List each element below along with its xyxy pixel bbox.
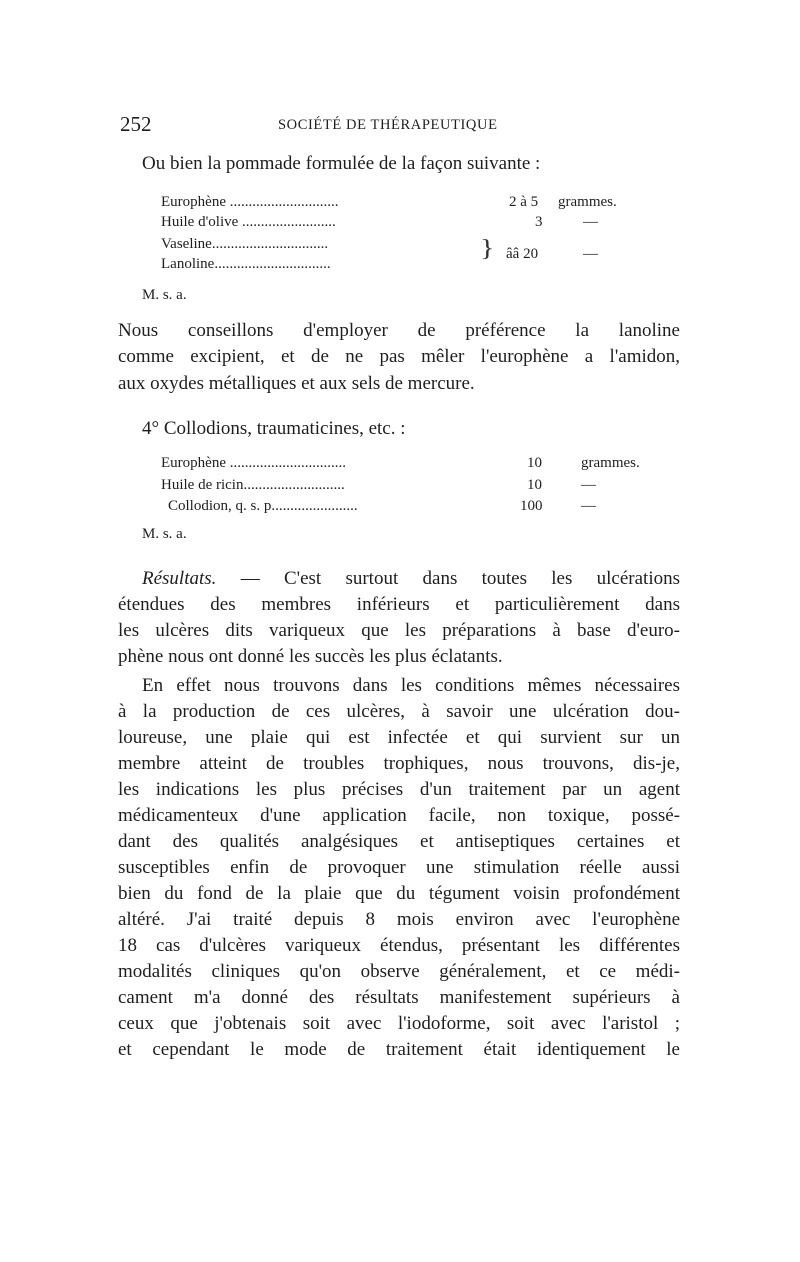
paragraph-line: et cependant le mode de traitement était identiquement le (118, 1039, 680, 1060)
paragraph-line: phène nous ont donné les succès les plus éclatants. (118, 646, 503, 667)
brace-symbol: } (480, 235, 495, 262)
formula-2-row: Collodion, q. s. p....................... 100 — (168, 498, 596, 514)
paragraph-line: membre atteint de troubles trophiques, nous trouvons, dis-je, (118, 753, 680, 774)
page-header (118, 112, 680, 142)
paragraph-line: loureuse, une plaie qui est infectée et qui survient sur un (118, 727, 680, 748)
section-heading: 4° Collodions, traumaticines, etc. : (142, 418, 406, 439)
formula-1-row: Europhène ............................. 2 à 5 grammes. (161, 194, 617, 210)
formula-2-row: Huile de ricin........................... 10 — (161, 477, 596, 493)
paragraph-line: Résultats. — C'est surtout dans toutes les ulcérations (142, 568, 681, 589)
paragraph-line: les ulcères dits variqueux que les préparations à base d'euro- (118, 620, 680, 641)
shared-unit: — (583, 246, 598, 262)
paragraph-line: à la production de ces ulcères, à savoir une ulcération dou- (118, 701, 680, 722)
formula-1-row: Lanoline............................... (161, 256, 331, 272)
paragraph-line: dant des qualités analgésiques et antiseptiques certaines et (118, 831, 680, 852)
paragraph-line: médicamenteux d'une application facile, non toxique, possé- (118, 805, 680, 826)
paragraph-line: les indications les plus précises d'un traitement par un agent (118, 779, 680, 800)
paragraph-line: comme excipient, et de ne pas mêler l'europhène a l'amidon, (118, 346, 680, 367)
intro-line: Ou bien la pommade formulée de la façon suivante : (142, 153, 541, 174)
formula-2-row: Europhène ............................... 10 grammes. (161, 455, 640, 471)
paragraph-line: En effet nous trouvons dans les conditions mêmes nécessaires (142, 675, 680, 696)
formula-1-row: Huile d'olive ......................... 3 — (161, 214, 598, 230)
page-number: 252 (120, 112, 152, 136)
paragraph-line: susceptibles enfin de provoquer une stimulation réelle aussi (118, 857, 680, 878)
paragraph-line: Nous conseillons d'employer de préférence la lanoline (118, 320, 680, 341)
resultats-label: Résultats. (142, 568, 217, 589)
formula-1-instruction: M. s. a. (142, 287, 187, 303)
paragraph-line: étendues des membres inférieurs et particulièrement dans (118, 594, 680, 615)
formula-1-row: Vaseline............................... (161, 236, 329, 252)
shared-quantity: ââ 20 (506, 246, 539, 262)
paragraph-line: 18 cas d'ulcères variqueux étendus, présentant les différentes (118, 935, 680, 956)
formula-2-instruction: M. s. a. (142, 526, 187, 542)
paragraph-line: modalités cliniques qu'on observe généralement, et ce médi- (118, 961, 680, 982)
running-title: SOCIÉTÉ DE THÉRAPEUTIQUE (278, 117, 498, 133)
paragraph-line: aux oxydes métalliques et aux sels de mercure. (118, 373, 475, 394)
paragraph-line: altéré. J'ai traité depuis 8 mois environ avec l'europhène (118, 909, 680, 930)
paragraph-line: ceux que j'obtenais soit avec l'iodoforme, soit avec l'aristol ; (118, 1013, 680, 1034)
paragraph-line: bien du fond de la plaie que du tégument voisin profondément (118, 883, 680, 904)
paragraph-line: cament m'a donné des résultats manifestement supérieurs à (118, 987, 680, 1008)
